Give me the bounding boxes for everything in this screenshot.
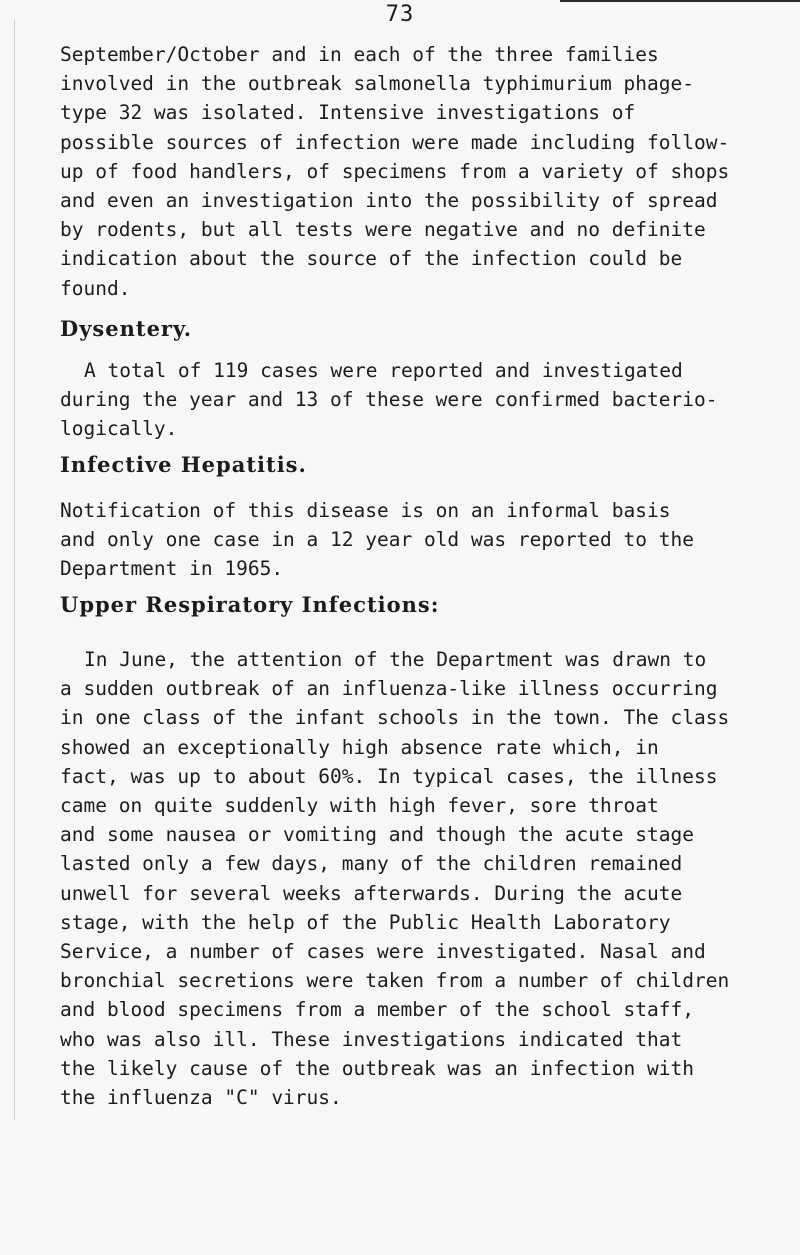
text-line: and some nausea or vomiting and though the acute stage [60, 823, 694, 847]
text-line: bronchial secretions were taken from a number of children [60, 969, 730, 993]
paragraph-respiratory [60, 645, 760, 1112]
text-line: by rodents, but all tests were negative and no definite [60, 218, 706, 242]
text-line: logically. [60, 417, 178, 441]
text-line: the likely cause of the outbreak was an infection with [60, 1056, 694, 1080]
text-line: unwell for several weeks afterwards. During the acute [60, 881, 683, 905]
text-line: found. [60, 276, 131, 300]
text-line: Notification of this disease is on an informal basis [60, 499, 671, 522]
text-line: type 32 was isolated. Intensive investigations of [60, 101, 636, 125]
heading-dysentery: Dysentery. [60, 316, 193, 341]
text-line: who was also ill. These investigations indicated that [60, 1027, 683, 1051]
text-line: September/October and in each of the three families [60, 43, 659, 66]
text-line: and even an investigation into the possibility of spread [60, 189, 718, 213]
paragraph-dysentery [60, 356, 760, 444]
text-line: Department in 1965. [60, 557, 284, 581]
text-line: A total of 119 cases were reported and investigated [84, 359, 683, 382]
text-line: and only one case in a 12 year old was reported to the [60, 528, 694, 552]
text-line: in one class of the infant schools in the town. The class [60, 706, 730, 730]
text-line: during the year and 13 of these were confirmed bacterio- [60, 388, 718, 412]
text-line: lasted only a few days, many of the children remained [60, 852, 683, 876]
heading-upper-respiratory-infections: Upper Respiratory Infections: [60, 592, 440, 617]
text-line: involved in the outbreak salmonella typhimurium phage- [60, 72, 694, 96]
text-line: indication about the source of the infection could be [60, 247, 683, 271]
text-line: fact, was up to about 60%. In typical cases, the illness [60, 764, 718, 788]
page-number: 73 [385, 2, 415, 27]
paragraph-hepatitis [60, 496, 760, 584]
text-line: In June, the attention of the Department was drawn to [84, 648, 707, 671]
text-line: the influenza "C" virus. [60, 1086, 342, 1110]
paragraph-salmonella [60, 40, 760, 303]
text-line: came on quite suddenly with high fever, sore throat [60, 794, 659, 818]
text-line: and blood specimens from a member of the school staff, [60, 998, 694, 1022]
text-line: Service, a number of cases were investigated. Nasal and [60, 940, 706, 964]
text-line: a sudden outbreak of an influenza-like illness occurring [60, 677, 718, 701]
heading-infective-hepatitis: Infective Hepatitis. [60, 452, 307, 477]
text-line: showed an exceptionally high absence rate which, in [60, 735, 659, 759]
text-line: up of food handlers, of specimens from a variety of shops [60, 159, 730, 183]
margin-line [14, 20, 15, 1120]
text-line: stage, with the help of the Public Health Laboratory [60, 910, 671, 934]
text-line: possible sources of infection were made including follow- [60, 130, 730, 154]
